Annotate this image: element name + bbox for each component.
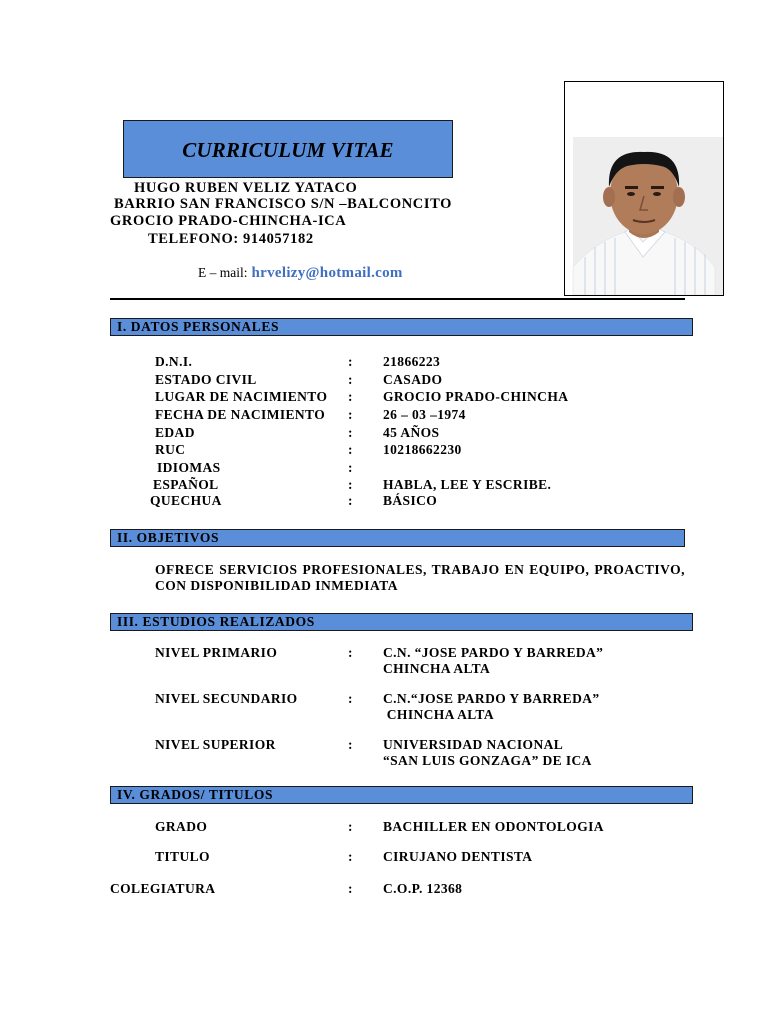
objectives-text: OFRECE SERVICIOS PROFESIONALES, TRABAJO EN EQUIPO, PROACTIVO, CON DISPONIBILIDAD INMEDIATA [155, 562, 685, 593]
field-sep: : [348, 354, 353, 369]
field-sep: : [348, 849, 353, 864]
field-sep: : [348, 407, 353, 422]
field-value-lugar-nacimiento: GROCIO PRADO-CHINCHA [383, 389, 569, 404]
field-value-primario-1: C.N. “JOSE PARDO Y BARREDA” [383, 645, 604, 660]
email-row [198, 264, 403, 282]
field-value-fecha-nacimiento: 26 – 03 –1974 [383, 407, 466, 422]
field-sep: : [348, 737, 353, 752]
address-line-2: GROCIO PRADO-CHINCHA-ICA [110, 213, 347, 229]
field-label-colegiatura: COLEGIATURA [110, 881, 216, 896]
field-label-dni: D.N.I. [155, 354, 193, 369]
field-value-primario-2: CHINCHA ALTA [383, 661, 491, 676]
field-label-lugar-nacimiento: LUGAR DE NACIMIENTO [155, 389, 328, 404]
field-label-ruc: RUC [155, 442, 186, 457]
field-sep: : [348, 819, 353, 834]
field-value-secundario-1: C.N.“JOSE PARDO Y BARREDA” [383, 691, 600, 706]
field-sep: : [348, 425, 353, 440]
field-label-grado: GRADO [155, 819, 208, 834]
field-label-fecha-nacimiento: FECHA DE NACIMIENTO [155, 407, 326, 422]
profile-photo [564, 81, 724, 296]
field-sep: : [348, 691, 353, 706]
field-value-grado: BACHILLER EN ODONTOLOGIA [383, 819, 604, 834]
field-label-idiomas: IDIOMAS [157, 460, 221, 475]
section-heading-degrees: IV. GRADOS/ TITULOS [110, 786, 693, 804]
section-heading-studies: III. ESTUDIOS REALIZADOS [110, 613, 693, 631]
field-value-estado-civil: CASADO [383, 372, 443, 387]
field-label-edad: EDAD [155, 425, 195, 440]
field-value-superior-2: “SAN LUIS GONZAGA” DE ICA [383, 753, 592, 768]
field-label-estado-civil: ESTADO CIVIL [155, 372, 257, 387]
field-value-titulo: CIRUJANO DENTISTA [383, 849, 533, 864]
field-sep: : [348, 389, 353, 404]
field-sep: : [348, 477, 353, 492]
field-value-colegiatura: C.O.P. 12368 [383, 881, 463, 896]
field-label-superior: NIVEL SUPERIOR [155, 737, 276, 752]
field-value-edad: 45 AÑOS [383, 425, 440, 440]
field-sep: : [348, 493, 353, 508]
field-value-secundario-2: CHINCHA ALTA [383, 707, 494, 722]
field-label-titulo: TITULO [155, 849, 210, 864]
header-divider [110, 298, 685, 300]
document-title: CURRICULUM VITAE [182, 138, 394, 162]
field-label-primario: NIVEL PRIMARIO [155, 645, 278, 660]
field-value-dni: 21866223 [383, 354, 441, 369]
field-label-secundario: NIVEL SECUNDARIO [155, 691, 298, 706]
portrait-image [565, 82, 723, 295]
email-link[interactable]: hrvelizy@hotmail.com [251, 265, 403, 281]
section-heading-personal: I. DATOS PERSONALES [110, 318, 693, 336]
field-sep: : [348, 442, 353, 457]
field-label-espanol: ESPAÑOL [153, 477, 219, 492]
address-line-1: BARRIO SAN FRANCISCO S/N –BALCONCITO [114, 196, 452, 212]
field-sep: : [348, 881, 353, 896]
field-sep: : [348, 372, 353, 387]
field-sep: : [348, 460, 353, 475]
field-label-quechua: QUECHUA [150, 493, 222, 508]
field-value-superior-1: UNIVERSIDAD NACIONAL [383, 737, 564, 752]
field-sep: : [348, 645, 353, 660]
applicant-name: HUGO RUBEN VELIZ YATACO [134, 180, 358, 196]
section-heading-objectives: II. OBJETIVOS [110, 529, 685, 547]
field-value-espanol: HABLA, LEE Y ESCRIBE. [383, 477, 552, 492]
title-banner [123, 120, 453, 178]
phone-number: TELEFONO: 914057182 [148, 231, 314, 247]
field-value-ruc: 10218662230 [383, 442, 462, 457]
field-value-quechua: BÁSICO [383, 493, 438, 508]
email-label: E – mail: [198, 265, 248, 280]
